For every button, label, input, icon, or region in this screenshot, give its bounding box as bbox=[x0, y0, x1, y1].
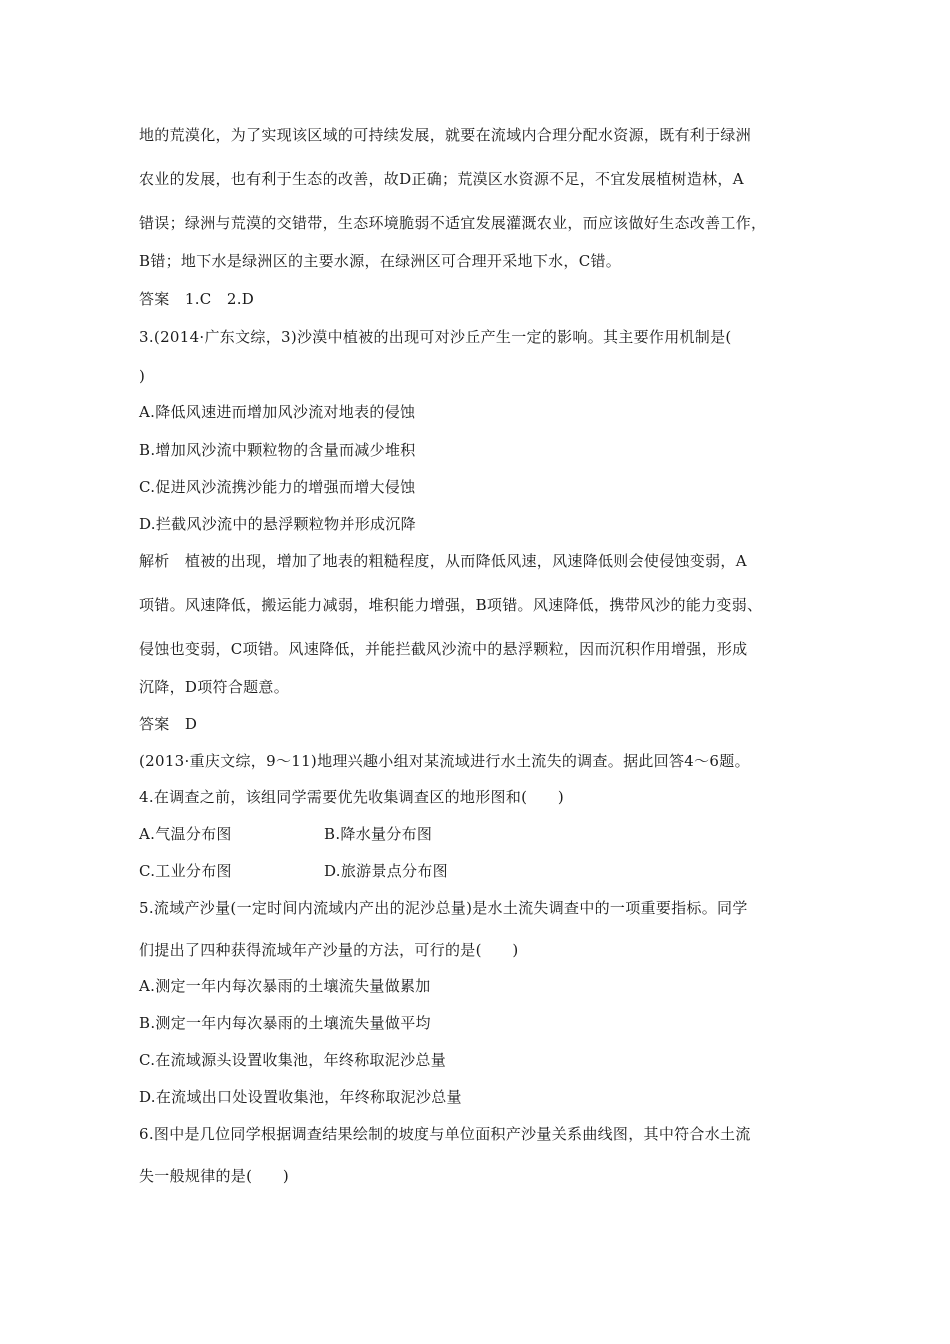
option-b: B.降水量分布图 bbox=[324, 825, 433, 843]
answer-line: 答案 D bbox=[139, 715, 198, 733]
q4-options-row bbox=[139, 824, 232, 844]
option-a: A.测定一年内每次暴雨的土壤流失量做累加 bbox=[139, 977, 431, 995]
question-5-stem: 5.流域产沙量(一定时间内流域内产出的泥沙总量)是水土流失调查中的一项重要指标。同学 bbox=[139, 899, 748, 917]
question-3-stem-cont: ) bbox=[139, 367, 146, 385]
option-b: B.增加风沙流中颗粒物的含量而减少堆积 bbox=[139, 441, 416, 459]
option-c: C.工业分布图 bbox=[139, 862, 232, 880]
option-b: B.测定一年内每次暴雨的土壤流失量做平均 bbox=[139, 1014, 431, 1032]
text-line: B错；地下水是绿洲区的主要水源，在绿洲区可合理开采地下水，C错。 bbox=[139, 252, 622, 270]
q4-options-row bbox=[139, 861, 232, 881]
option-d: D.在流域出口处设置收集池，年终称取泥沙总量 bbox=[139, 1088, 462, 1106]
question-3-stem: 3.(2014·广东文综，3)沙漠中植被的出现可对沙丘产生一定的影响。其主要作用机制是( bbox=[139, 328, 732, 346]
question-4-stem: 4.在调查之前，该组同学需要优先收集调查区的地形图和( ) bbox=[139, 788, 565, 806]
text-line: 地的荒漠化，为了实现该区域的可持续发展，就要在流域内合理分配水资源，既有利于绿洲 bbox=[139, 126, 752, 144]
analysis-line: 沉降，D项符合题意。 bbox=[139, 678, 290, 696]
option-c: C.在流域源头设置收集池，年终称取泥沙总量 bbox=[139, 1051, 447, 1069]
question-5-stem-cont: 们提出了四种获得流域年产沙量的方法，可行的是( ) bbox=[139, 941, 519, 959]
text-line: 农业的发展，也有利于生态的改善，故D正确；荒漠区水资源不足，不宜发展植树造林，A bbox=[139, 170, 744, 188]
question-6-stem: 6.图中是几位同学根据调查结果绘制的坡度与单位面积产沙量关系曲线图，其中符合水土流 bbox=[139, 1125, 751, 1143]
option-a: A.气温分布图 bbox=[139, 825, 232, 843]
analysis-line: 项错。风速降低，搬运能力减弱，堆积能力增强，B项错。风速降低，携带风沙的能力变弱、 bbox=[139, 596, 763, 614]
q4-options-row bbox=[324, 824, 432, 844]
analysis-line: 侵蚀也变弱，C项错。风速降低，并能拦截风沙流中的悬浮颗粒，因而沉积作用增强，形成 bbox=[139, 640, 748, 658]
text-line: 错误；绿洲与荒漠的交错带，生态环境脆弱不适宜发展灌溉农业，而应该做好生态改善工作， bbox=[139, 214, 767, 232]
analysis-line: 解析 植被的出现，增加了地表的粗糙程度，从而降低风速，风速降低则会使侵蚀变弱，A bbox=[139, 552, 747, 570]
q4-options-row bbox=[324, 861, 448, 881]
option-d: D.拦截风沙流中的悬浮颗粒物并形成沉降 bbox=[139, 515, 416, 533]
answer-line: 答案 1.C 2.D bbox=[139, 290, 255, 308]
option-d: D.旅游景点分布图 bbox=[324, 862, 448, 880]
material-intro: (2013·重庆文综，9～11)地理兴趣小组对某流域进行水土流失的调查。据此回答4～6题。 bbox=[139, 752, 750, 770]
option-c: C.促进风沙流携沙能力的增强而增大侵蚀 bbox=[139, 478, 416, 496]
option-a: A.降低风速进而增加风沙流对地表的侵蚀 bbox=[139, 403, 416, 421]
question-6-stem-cont: 失一般规律的是( ) bbox=[139, 1167, 290, 1185]
